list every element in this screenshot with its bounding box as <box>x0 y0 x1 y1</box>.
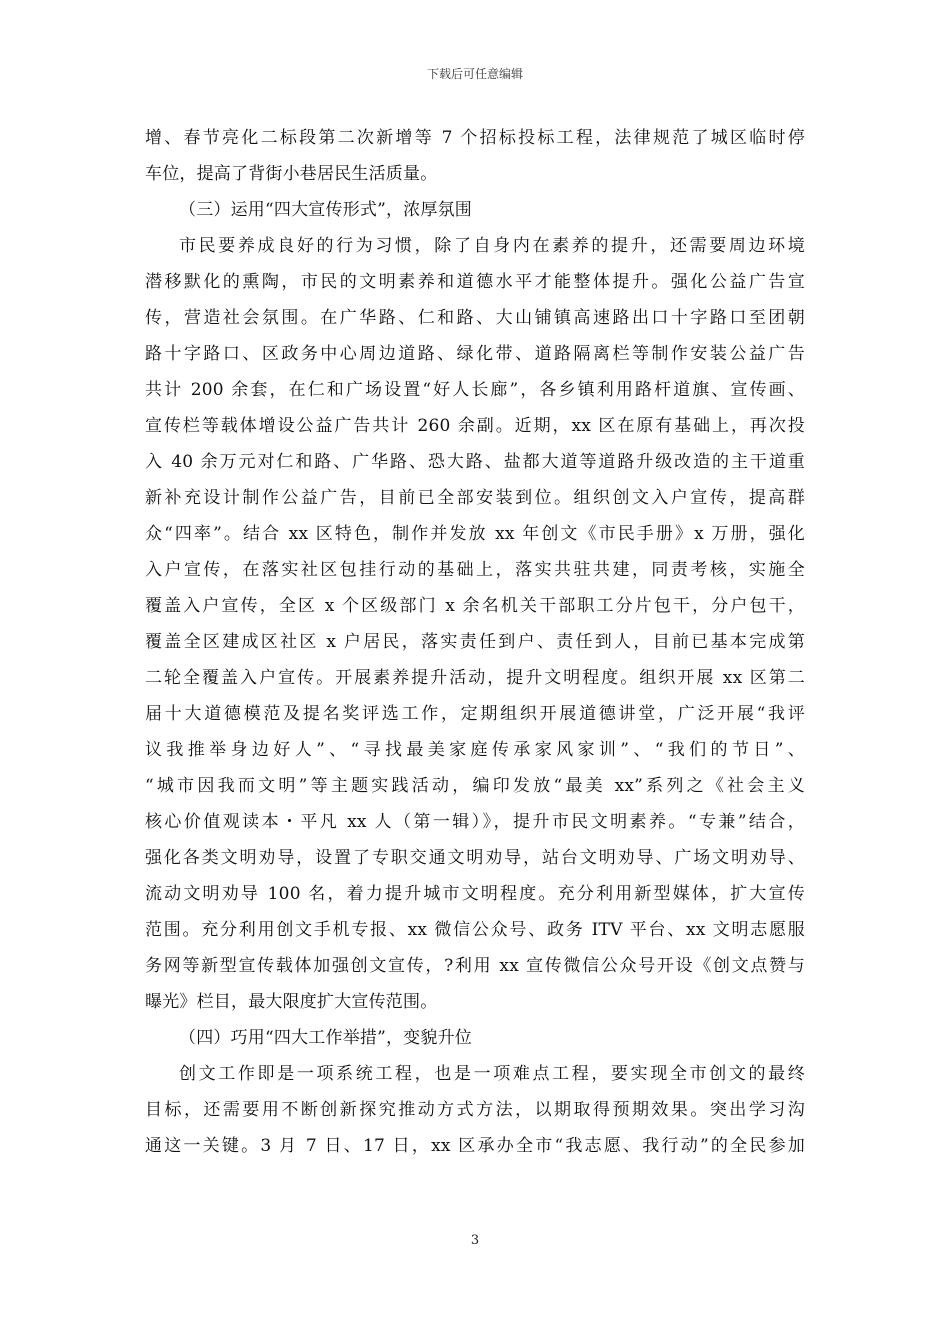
text-line: “城市因我而文明”等主题实践活动，编印发放“最美 xx”系列之《社会主义 <box>145 776 805 796</box>
text-line: 入 40 余万元对仁和路、广华路、恐大路、盐都大道等道路升级改造的主干道重 <box>145 452 805 472</box>
text-line: 共计 200 余套，在仁和广场设置“好人长廊”，各乡镇利用路杆道旗、宣传画、 <box>145 380 805 400</box>
text-line: 通这一关键。3 月 7 日、17 日，xx 区承办全市“我志愿、我行动”的全民参加 <box>145 1136 805 1156</box>
document-body <box>145 120 805 1164</box>
section-heading <box>145 1020 805 1056</box>
text-line: 流动文明劝导 100 名，着力提升城市文明程度。充分利用新型媒体，扩大宣传 <box>145 884 805 904</box>
text-line: 核心价值观读本・平凡 xx 人（第一辑）》，提升市民文明素养。“专兼”结合， <box>145 812 805 832</box>
text-line: 曝光》栏目，最大限度扩大宣传范围。 <box>145 992 438 1012</box>
text-line: 传，营造社会氛围。在广华路、仁和路、大山铺镇高速路出口十字路口至团朝 <box>145 308 805 328</box>
paragraph <box>145 228 805 1020</box>
text-line: 议我推举身边好人”、“寻找最美家庭传承家风家训”、“我们的节日”、 <box>145 740 805 760</box>
page-header: 下载后可任意编辑 <box>426 67 523 81</box>
text-line: 入户宣传，在落实社区包挂行动的基础上，落实共驻共建，同责考核，实施全 <box>145 560 805 580</box>
text-line: （四）巧用“四大工作举措”，变貌升位 <box>179 1028 472 1048</box>
text-line: 覆盖全区建成区社区 x 户居民，落实责任到户、责任到人，目前已基本完成第 <box>145 632 805 652</box>
text-line: 务网等新型宣传载体加强创文宣传，?利用 xx 宣传微信公众号开设《创文点赞与 <box>145 956 805 976</box>
text-line: 创文工作即是一项系统工程，也是一项难点工程，要实现全市创文的最终 <box>179 1064 805 1084</box>
text-line: （三）运用“四大宣传形式”，浓厚氛围 <box>179 200 472 220</box>
paragraph <box>145 120 805 192</box>
text-line: 众“四率”。结合 xx 区特色，制作并发放 xx 年创文《市民手册》x 万册，强化 <box>145 524 805 544</box>
text-line: 届十大道德模范及提名奖评选工作，定期组织开展道德讲堂，广泛开展“我评 <box>145 704 805 724</box>
paragraph <box>145 1056 805 1164</box>
page-number: 3 <box>470 1233 480 1248</box>
text-line: 车位，提高了背街小巷居民生活质量。 <box>145 164 438 184</box>
text-line: 范围。充分利用创文手机专报、xx 微信公众号、政务 ITV 平台、xx 文明志愿服 <box>145 920 805 940</box>
text-line: 路十字路口、区政务中心周边道路、绿化带、道路隔离栏等制作安装公益广告 <box>145 344 805 364</box>
text-line: 二轮全覆盖入户宣传。开展素养提升活动，提升文明程度。组织开展 xx 区第二 <box>145 668 805 688</box>
text-line: 潜移默化的熏陶，市民的文明素养和道德水平才能整体提升。强化公益广告宣 <box>145 272 805 292</box>
text-line: 市民要养成良好的行为习惯，除了自身内在素养的提升，还需要周边环境 <box>179 236 805 256</box>
text-line: 增、春节亮化二标段第二次新增等 7 个招标投标工程，法律规范了城区临时停 <box>145 128 805 148</box>
text-line: 目标，还需要用不断创新探究推动方式方法，以期取得预期效果。突出学习沟 <box>145 1100 805 1120</box>
section-heading <box>145 192 805 228</box>
text-line: 强化各类文明劝导，设置了专职交通文明劝导，站台文明劝导、广场文明劝导、 <box>145 848 805 868</box>
text-line: 新补充设计制作公益广告，目前已全部安装到位。组织创文入户宣传，提高群 <box>145 488 805 508</box>
text-line: 覆盖入户宣传，全区 x 个区级部门 x 余名机关干部职工分片包干，分户包干， <box>145 596 805 616</box>
text-line: 宣传栏等载体增设公益广告共计 260 余副。近期，xx 区在原有基础上，再次投 <box>145 416 805 436</box>
